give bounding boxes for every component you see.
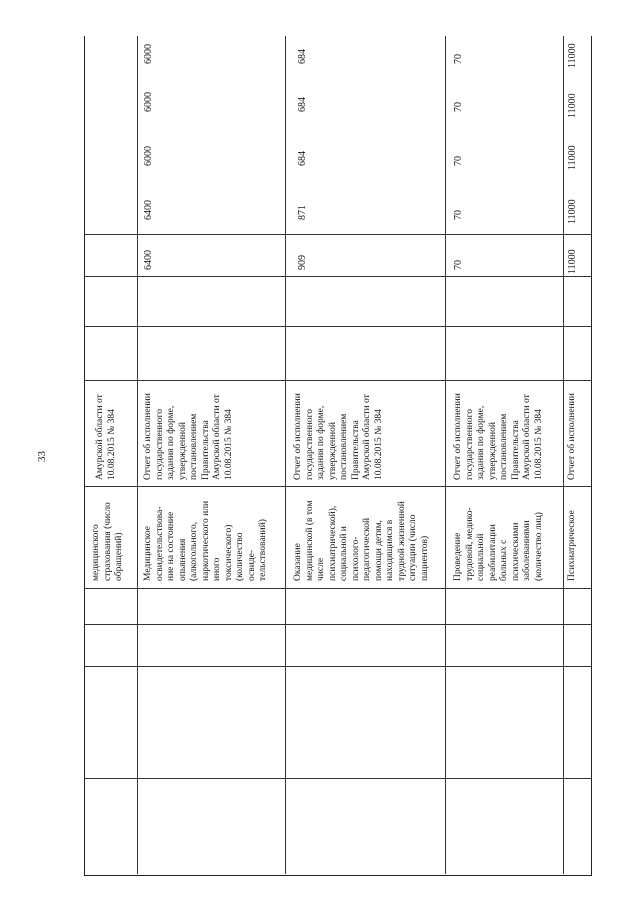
service-name: Медицинское освидетельствова- ние на состояние опьянения (алкогольного, наркотического или иного токсического) (количество освиде- тельствований): [143, 500, 268, 581]
value-2017: 6400: [143, 200, 154, 220]
value-2019: 70: [453, 102, 464, 112]
value-2018: 70: [453, 156, 464, 166]
col-border: [85, 778, 591, 779]
col-border: [85, 380, 591, 381]
value-2016: 909: [297, 255, 308, 270]
value-2020: 70: [453, 54, 464, 64]
indicator-source: Отчет об исполнении: [567, 393, 577, 480]
row-border: [137, 36, 138, 874]
col-border: [85, 276, 591, 277]
col-border: [85, 486, 591, 487]
value-2020: 6000: [143, 44, 154, 64]
row-border: [563, 36, 564, 874]
col-border: [85, 234, 591, 235]
value-2017: 70: [453, 210, 464, 220]
indicator-source: Амурской области от 10.08.2015 № 384: [95, 394, 117, 480]
col-border: [85, 588, 591, 589]
value-2017: 11000: [567, 199, 578, 224]
value-2019: 6000: [143, 92, 154, 112]
col-border: [85, 326, 591, 327]
page-number: 33: [36, 451, 48, 462]
table: [84, 36, 592, 876]
value-2017: 871: [297, 205, 308, 220]
indicator-source: Отчет об исполнении государственного задания по форме, утвержденной постановлением Правительства Амурской области от 10.08.2015 № 384: [143, 393, 234, 480]
service-name: медицинского страхования (число обращений): [91, 502, 124, 581]
value-2019: 684: [297, 97, 308, 112]
service-name: Психиатрическое: [567, 510, 577, 581]
value-2016: 6400: [143, 250, 154, 270]
value-2016: 11000: [567, 249, 578, 274]
value-2020: 11000: [567, 43, 578, 68]
col-border: [85, 666, 591, 667]
value-2019: 11000: [567, 93, 578, 118]
col-border: [85, 624, 591, 625]
value-2018: 684: [297, 151, 308, 166]
indicator-source: Отчет об исполнении государственного задания по форме, утвержденной постановлением Правительства Амурской области от 10.08.2015 № 384: [293, 393, 384, 480]
value-2018: 6000: [143, 146, 154, 166]
service-name: Оказание медицинской (в том числе психиатрической), социальной и психолого- педагогической помощи детям, находящимся в трудной жизненной ситуации (число пациентов): [293, 500, 430, 581]
value-2016: 70: [453, 260, 464, 270]
service-name: Проведение трудовой, медико- социальной реабилитации больных с психическими заболеваниями (количество лиц): [453, 507, 544, 581]
value-2018: 11000: [567, 145, 578, 170]
row-border: [285, 36, 286, 874]
indicator-source: Отчет об исполнении государственного задания по форме, утвержденной постановлением Правительства Амурской области от 10.08.2015 № 384: [453, 393, 544, 480]
value-2020: 684: [297, 49, 308, 64]
row-border: [445, 36, 446, 874]
